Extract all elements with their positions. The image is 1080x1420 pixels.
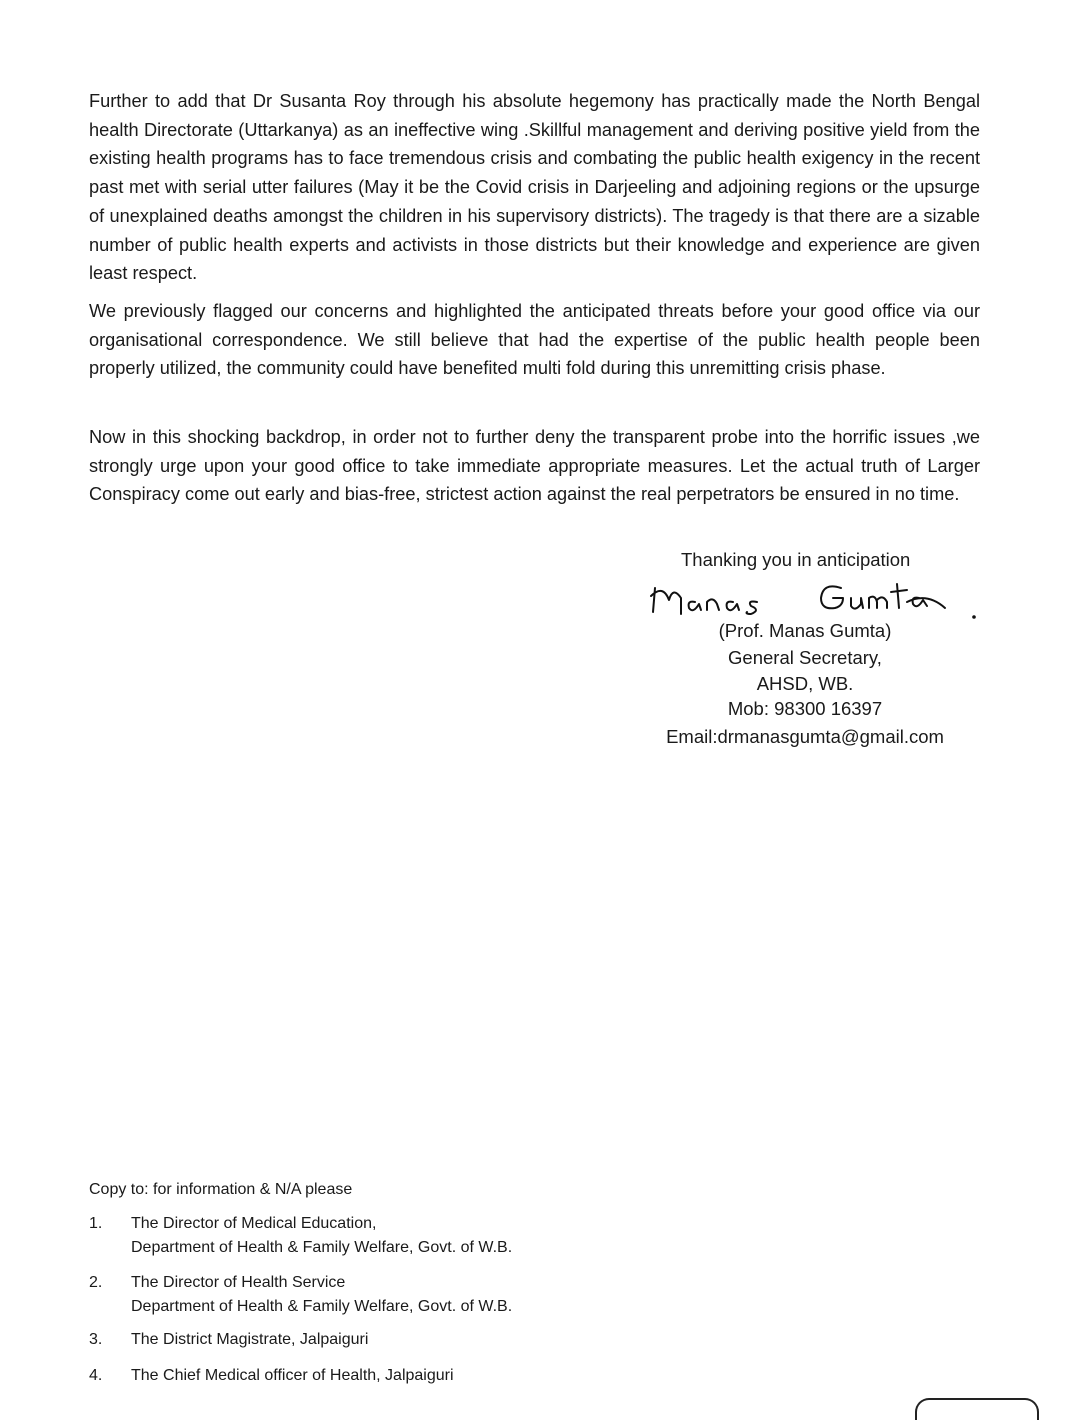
body-paragraph-2: We previously flagged our concerns and highlighted the anticipated threats before your good office via our organisational correspondence. We still believe that had the expertise of the public health people been properly utilized, the community could have benefited multi fold during this unremitting crisis phase. (89, 301, 980, 379)
copy-to-heading: Copy to: for information & N/A please (89, 1181, 353, 1198)
signatory-email: Email:drmanasgumta@gmail.com (666, 726, 944, 747)
signatory-designation: General Secretary, (728, 647, 882, 668)
copy-to-number: 4. (89, 1367, 103, 1384)
copy-to-number: 2. (89, 1274, 103, 1291)
body-paragraph-1: Further to add that Dr Susanta Roy through his absolute hegemony has practically made the North Bengal health Directorate (Uttarkanya) as an ineffective wing .Skillful management and deriving positive yield from the existing health programs has to face tremendous crisis and combating the public health exigency in the recent past met with serial utter failures (May it be the Covid crisis in Darjeeling and adjoining regions or the upsurge of unexplained deaths amongst the children in his supervisory districts). The tragedy is that there are a sizable number of public health experts and activists in those districts but their knowledge and experience are given least respect. (89, 91, 980, 284)
copy-to-line: The District Magistrate, Jalpaiguri (131, 1331, 369, 1348)
copy-to-line: Department of Health & Family Welfare, Govt. of W.B. (131, 1297, 513, 1315)
closing-line: Thanking you in anticipation (681, 549, 911, 570)
copy-to-line: The Director of Medical Education, (131, 1215, 377, 1232)
copy-to-line: The Chief Medical officer of Health, Jalpaiguri (131, 1367, 454, 1384)
copy-to-number: 1. (89, 1215, 103, 1232)
signatory-name: (Prof. Manas Gumta) (718, 620, 892, 641)
page-corner-edge (915, 1398, 1039, 1420)
body-paragraph-3: Now in this shocking backdrop, in order not to further deny the transparent probe into the horrific issues ,we strongly urge upon your good office to take immediate appropriate measures. Let the actual truth of Larger Conspiracy come out early and bias-free, strictest action against the real perpetrators be ensured in no time. (89, 427, 980, 505)
copy-to-number: 3. (89, 1331, 103, 1348)
copy-to-line: Department of Health & Family Welfare, Govt. of W.B. (131, 1238, 513, 1256)
signatory-mobile: Mob: 98300 16397 (727, 698, 883, 719)
signatory-organisation: AHSD, WB. (756, 673, 854, 694)
copy-to-line: The Director of Health Service (131, 1274, 346, 1291)
handwritten-signature (645, 574, 985, 624)
